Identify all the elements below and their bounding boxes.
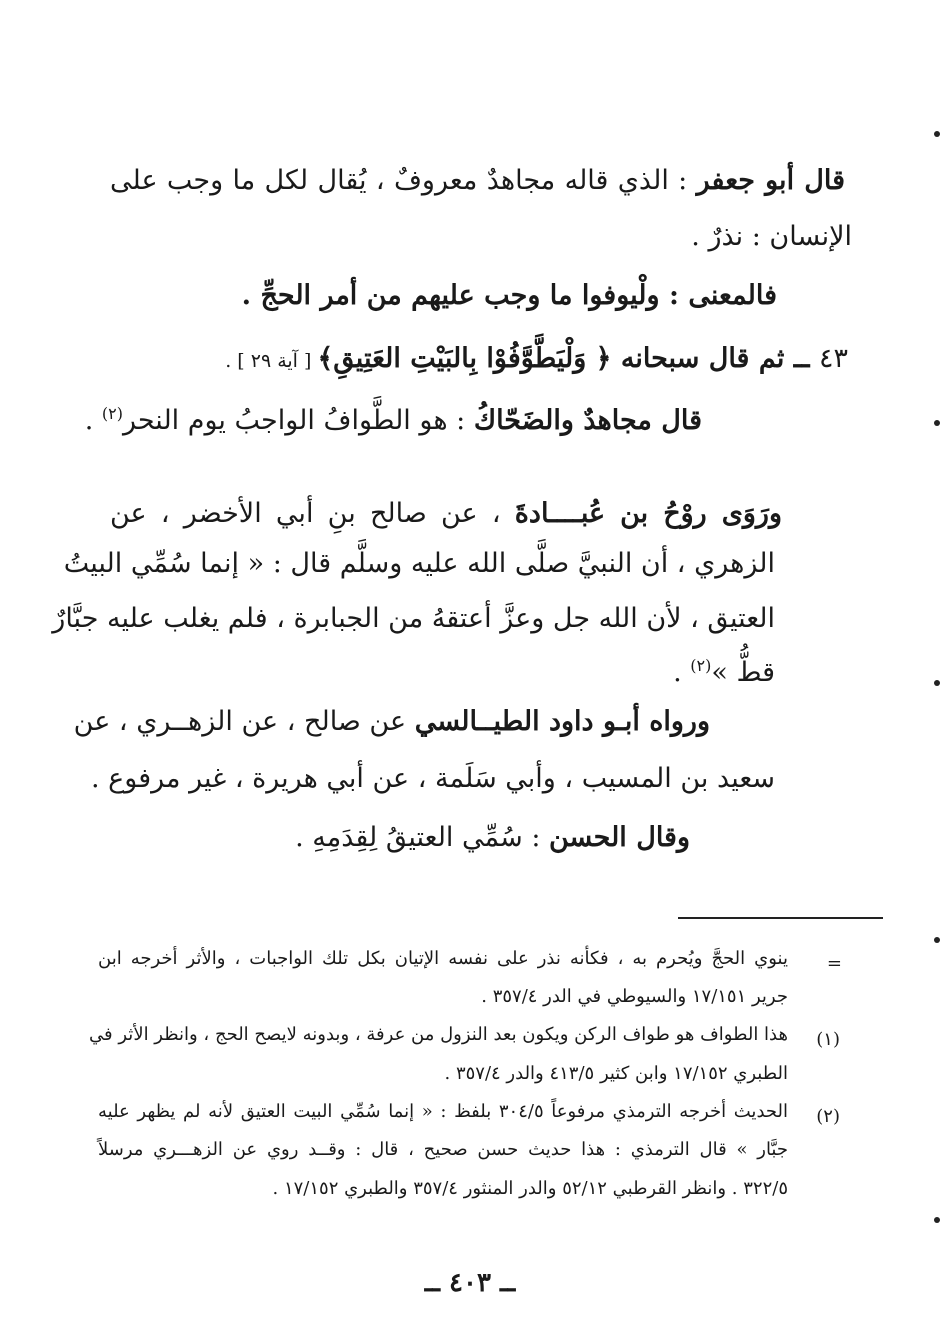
- heading-lead: ــ ثم قال سبحانه: [611, 343, 819, 374]
- scan-edge-mark: [934, 131, 940, 137]
- body-text: قطُّ »: [711, 657, 775, 688]
- body-line: [110, 165, 845, 197]
- verse-reference: [ آية ٢٩ ] .: [225, 350, 318, 372]
- body-line: فالمعنى : ولْيوفوا ما وجب عليهم من أمر الحجِّ .: [241, 280, 777, 311]
- body-text: : الذي قاله مجاهدٌ معروفٌ ، يُقال لكل ما وجب على: [110, 165, 697, 196]
- body-line: سعيد بن المسيب ، وأبي سَلَمة ، عن أبي هريرة ، غير مرفوع .: [91, 763, 775, 794]
- speaker-name: وقال الحسن: [549, 822, 690, 853]
- speaker-name: قال مجاهدٌ والضَحّاكُ: [473, 405, 702, 436]
- body-text: ، عن صالح بنِ أبي الأخضر ، عن: [110, 498, 515, 529]
- footnote-marker: (١): [816, 1029, 840, 1050]
- body-text: : سُمِّي العتيقُ لِقِدَمِهِ .: [295, 822, 549, 853]
- speaker-name: قال أبو جعفر: [696, 165, 845, 196]
- footnote-marker: =: [826, 953, 842, 974]
- body-text: : هو الطَّوافُ الواجبُ يوم النحر: [122, 405, 474, 436]
- footnote-reference: (٢): [101, 404, 123, 423]
- body-line: [73, 706, 710, 738]
- body-line: [110, 498, 782, 530]
- footnote-separator: [678, 917, 883, 919]
- verse-heading: [225, 343, 848, 375]
- page-number: ــ ٤٠٣ ــ: [424, 1268, 516, 1298]
- body-line: الإنسان : نذرٌ .: [691, 221, 852, 252]
- body-line: قال مجاهدٌ والضَحّاكُ : هو الطَّوافُ الواجبُ يوم النحر$^{(٢)}$ .: [84, 404, 702, 436]
- footnote-reference: (٢): [690, 656, 712, 675]
- narrator-name: ورَوَى روْحُ بن عُبــــادةَ: [514, 498, 782, 529]
- scan-edge-mark: [934, 680, 940, 686]
- footnote-line: هذا الطواف هو طواف الركن ويكون بعد النزول من عرفة ، وبدونه لايصح الحج ، وانظر الأثر في: [89, 1024, 788, 1045]
- body-text: عن صالح ، عن الزهــري ، عن: [73, 706, 415, 737]
- footnote-line: الطبري ١٧/١٥٢ وابن كثير ٤١٣/٥ والدر ٣٥٧/٤ .: [444, 1063, 788, 1084]
- body-line: العتيق ، لأن الله جل وعزَّ أعتقهُ من الجبابرة ، فلم يغلب عليه جبَّارٌ: [52, 603, 775, 634]
- scan-edge-mark: [934, 1217, 940, 1223]
- footnote-line: جبَّار » قال الترمذي : هذا حديث حسن صحيح ، قال : وقــد روي عن الزهـــري مرسلاً: [98, 1139, 788, 1160]
- footnote-line: الحديث أخرجه الترمذي مرفوعاً ٣٠٤/٥ بلفظ : « إنما سُمِّي البيت العتيق لأنه لم يظهر عليه: [98, 1101, 788, 1122]
- footnote-line: جرير ١٧/١٥١ والسيوطي في الدر ٣٥٧/٤ .: [481, 986, 788, 1007]
- footnote-line: ينوي الحجَّ ويُحرم به ، فكأنه نذر على نفسه الإتيان بكل تلك الواجبات ، والأثر أخرجه ابن: [98, 948, 788, 969]
- body-line: قطُّ »$^{(٢)}$ .: [673, 656, 775, 688]
- quran-verse: ﴿ وَلْيَطَّوَّفُوْا بِالبَيْتِ العَتِيقِ﴾: [317, 343, 612, 374]
- footnote-line: ٣٢٢/٥ . وانظر القرطبي ٥٢/١٢ والدر المنثور ٣٥٧/٤ والطبري ١٧/١٥٢ .: [272, 1178, 788, 1199]
- body-line: الزهري ، أن النبيَّ صلَّى الله عليه وسلَّم قال : « إنما سُمِّي البيتُ: [63, 548, 775, 579]
- narrator-name: ورواه أبـو داود الطيــالسي: [414, 706, 710, 737]
- entry-number: ٤٣: [818, 343, 848, 374]
- body-line: [295, 822, 690, 854]
- scan-edge-mark: [934, 937, 940, 943]
- footnote-marker: (٢): [816, 1106, 840, 1127]
- scan-edge-mark: [934, 420, 940, 426]
